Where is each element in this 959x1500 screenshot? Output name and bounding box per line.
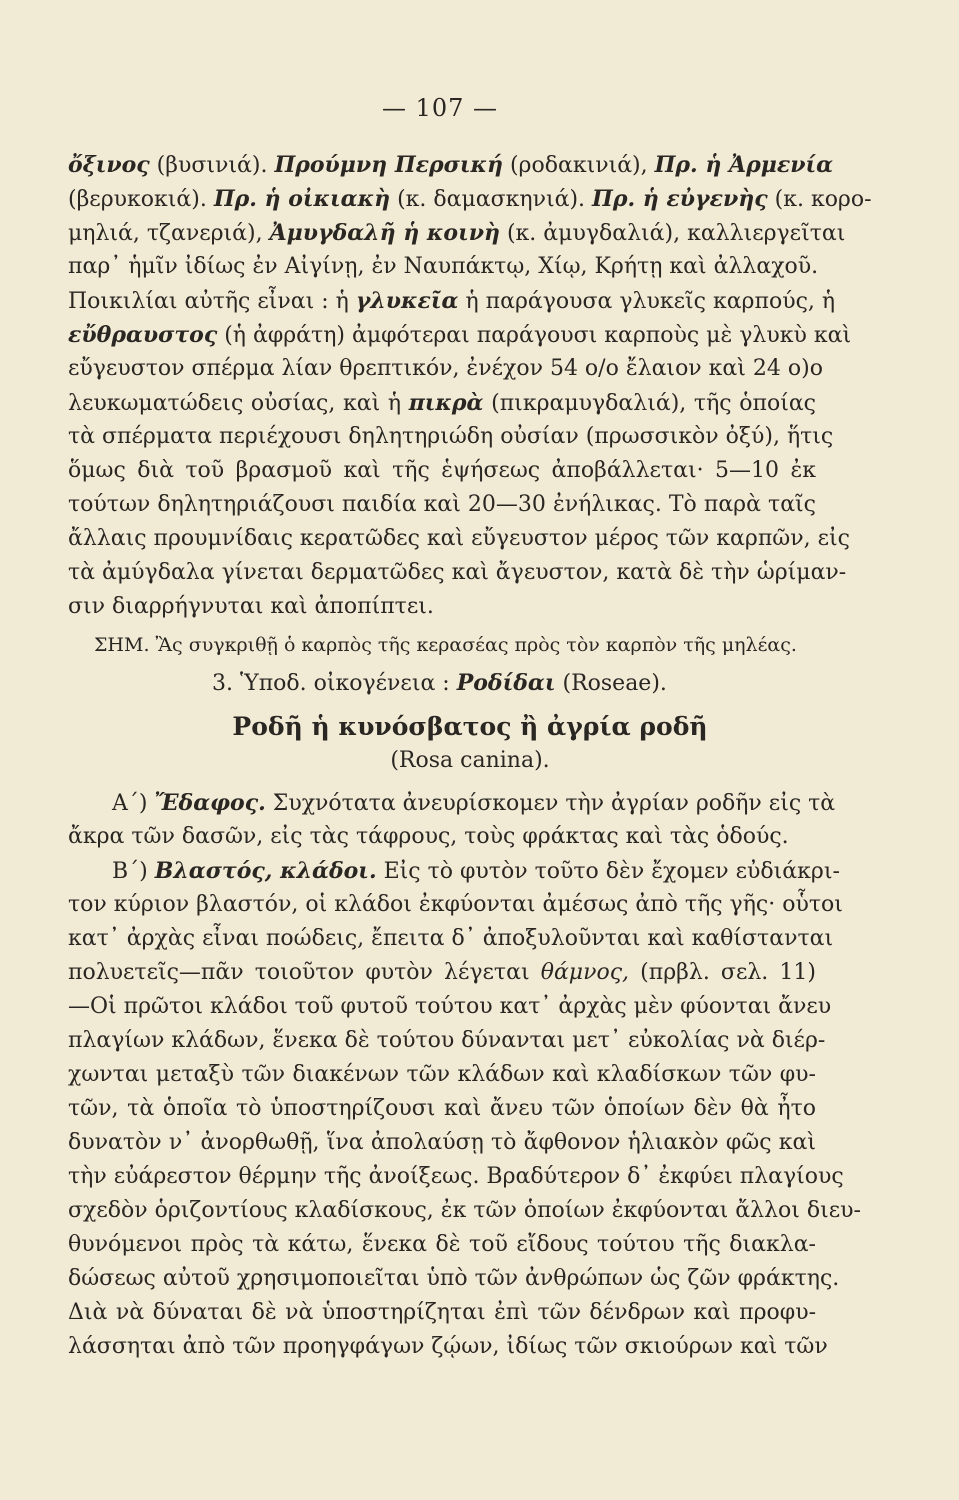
species-latin-name: (Rosa canina). xyxy=(390,748,550,773)
section-b-line: δυνατὸν ν᾽ ἀνορθωθῇ, ἵνα ἀπολαύσῃ τὸ ἄφθονον ἡλιακὸν φῶς καὶ xyxy=(68,1130,816,1155)
text-line: ἄλλαις προυμνίδαις κερατῶδες καὶ εὔγευστον μέρος τῶν καρπῶν, εἰς xyxy=(68,526,850,551)
section-b-line: Β΄) Βλαστός, κλάδοι. Εἰς τὸ φυτὸν τοῦτο δὲν ἔχομεν εὐδιάκρι- xyxy=(112,858,840,884)
subfamily-heading: 3. Ὑποδ. οἰκογένεια : Ροδίδαι (Roseae). xyxy=(212,670,667,696)
section-b-line: κατ᾽ ἀρχὰς εἶναι ποώδεις, ἔπειτα δ᾽ ἀποξυλοῦνται καὶ καθίστανται xyxy=(68,926,834,951)
text-line: μηλιά, τζανεριά), Ἀμυγδαλῆ ἡ κοινὴ (κ. ἀμυγδαλιά), καλλιεργεῖται xyxy=(68,220,846,246)
section-a-line: Α΄) Ἔδαφος. Συχνότατα ἀνευρίσκομεν τὴν ἀγρίαν ροδῆν εἰς τὰ xyxy=(112,790,836,816)
section-b-line: τῶν, τὰ ὁποῖα τὸ ὑποστηρίζουσι καὶ ἄνευ τῶν ὁποίων δὲν θὰ ἦτο xyxy=(68,1096,816,1121)
text-line: τὰ σπέρματα περιέχουσι δηλητηριώδη οὐσίαν (πρωσσικὸν ὀξύ), ἥτις xyxy=(68,424,834,449)
species-title: Ροδῆ ἡ κυνόσβατος ἢ ἀγρία ροδῆ xyxy=(232,712,708,741)
section-b-line: πλαγίων κλάδων, ἕνεκα δὲ τούτου δύνανται μετ᾽ εὐκολίας νὰ διέρ- xyxy=(68,1028,826,1053)
section-b-line: Διὰ νὰ δύναται δὲ νὰ ὑποστηρίζηται ἐπὶ τῶν δένδρων καὶ προφυ- xyxy=(68,1300,816,1325)
section-b-line: τὴν εὐάρεστον θέρμην τῆς ἀνοίξεως. Βραδύτερον δ᾽ ἐκφύει πλαγίους xyxy=(68,1164,844,1189)
text-line: (βερυκοκιά). Πρ. ἡ οἰκιακὴ (κ. δαμασκηνιά). Πρ. ἡ εὐγενὴς (κ. κορο- xyxy=(68,186,872,212)
text-line: λευκωματώδεις οὐσίας, καὶ ἡ πικρὰ (πικραμυγδαλιά), τῆς ὁποίας xyxy=(68,390,816,416)
text-line: ὅμως διὰ τοῦ βρασμοῦ καὶ τῆς ἑψήσεως ἀποβάλλεται· 5—10 ἐκ xyxy=(68,458,816,483)
section-a-line: ἄκρα τῶν δασῶν, εἰς τὰς τάφρους, τοὺς φράκτας καὶ τὰς ὁδούς. xyxy=(68,824,789,849)
section-b-line: πολυετεῖς—πᾶν τοιοῦτον φυτὸν λέγεται θάμνος, (πρβλ. σελ. 11) xyxy=(68,960,816,985)
note-line: ΣΗΜ. Ἂς συγκριθῇ ὁ καρπὸς τῆς κερασέας πρὸς τὸν καρπὸν τῆς μηλέας. xyxy=(94,634,797,656)
text-line: τὰ ἀμύγδαλα γίνεται δερματῶδες καὶ ἄγευστον, κατὰ δὲ τὴν ὡρίμαν- xyxy=(68,560,847,585)
text-line: σιν διαρρήγνυται καὶ ἀποπίπτει. xyxy=(68,594,434,619)
section-b-line: —Οἱ πρῶτοι κλάδοι τοῦ φυτοῦ τούτου κατ᾽ ἀρχὰς μὲν φύονται ἄνευ xyxy=(68,994,832,1019)
text-line: εὔθραυστος (ἡ ἀφράτη) ἀμφότεραι παράγουσι καρποὺς μὲ γλυκὺ καὶ xyxy=(68,322,852,348)
text-line: τούτων δηλητηριάζουσι παιδία καὶ 20—30 ἐνήλικας. Τὸ παρὰ ταῖς xyxy=(68,492,816,517)
text-line: εὔγευστον σπέρμα λίαν θρεπτικόν, ἐνέχον 54 ο/ο ἔλαιον καὶ 24 ο)ο xyxy=(68,356,823,381)
text-line: Ποικιλίαι αὐτῆς εἶναι : ἡ γλυκεῖα ἡ παράγουσα γλυκεῖς καρπούς, ἡ xyxy=(68,288,836,314)
section-b-line: σχεδὸν ὁριζοντίους κλαδίσκους, ἐκ τῶν ὁποίων ἐκφύονται ἄλλοι διευ- xyxy=(68,1198,861,1223)
text-line: ὄξινος (βυσινιά). Προύμνη Περσική (ροδακινιά), Πρ. ἡ Ἀρμενία xyxy=(68,152,834,178)
section-b-line: θυνόμενοι πρὸς τὰ κάτω, ἕνεκα δὲ τοῦ εἴδους τούτου τῆς διακλα- xyxy=(68,1232,816,1257)
section-b-line: χωνται μεταξὺ τῶν διακένων τῶν κλάδων καὶ κλαδίσκων τῶν φυ- xyxy=(68,1062,816,1087)
section-b-line: δώσεως αὐτοῦ χρησιμοποιεῖται ὑπὸ τῶν ἀνθρώπων ὡς ζῶν φράκτης. xyxy=(68,1266,840,1291)
page-number: — 107 — xyxy=(381,94,499,122)
text-line: παρ᾽ ἡμῖν ἰδίως ἐν Αἰγίνῃ, ἐν Ναυπάκτῳ, Χίῳ, Κρήτῃ καὶ ἀλλαχοῦ. xyxy=(68,254,819,279)
section-b-line: λάσσηται ἀπὸ τῶν προηγφάγων ζῴων, ἰδίως τῶν σκιούρων καὶ τῶν xyxy=(68,1334,828,1359)
section-b-line: τον κύριον βλαστόν, οἱ κλάδοι ἐκφύονται ἀμέσως ἀπὸ τῆς γῆς· οὗτοι xyxy=(68,892,843,917)
